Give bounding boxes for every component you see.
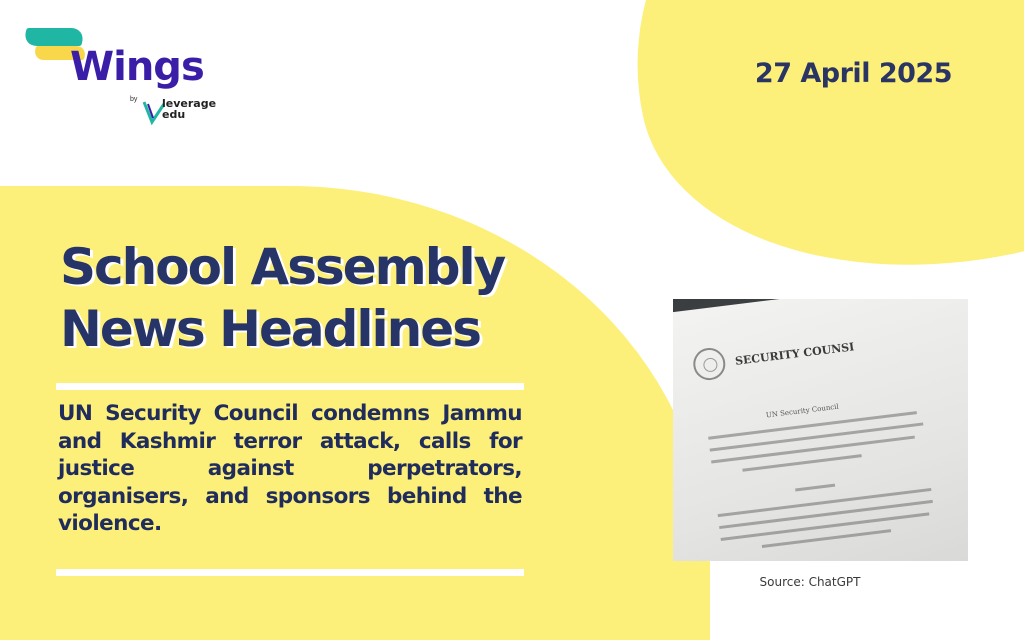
leverage-text: leverage	[162, 97, 217, 110]
un-emblem-icon	[691, 346, 727, 382]
logo-wordmark: Wings	[70, 44, 204, 90]
title-line-1: School Assembly	[60, 238, 505, 296]
logo-by-text: by	[130, 96, 138, 103]
page-title	[60, 236, 560, 360]
wings-logo	[24, 24, 217, 134]
document-paper	[673, 299, 968, 561]
document-heading: SECURITY COUNSI	[734, 340, 855, 368]
date-label: 27 April 2025	[754, 58, 952, 89]
document-text-line	[795, 484, 835, 492]
leverage-edu-wordmark	[162, 98, 216, 120]
image-caption: Source: ChatGPT	[759, 575, 861, 589]
news-headline-text: UN Security Council condemns Jammu and Kashmir terror attack, calls for justice against perpetrators, organisers, and sponsors behind the violence.	[58, 401, 522, 536]
edu-text: edu	[162, 108, 186, 121]
news-photo	[673, 299, 968, 561]
document-subheading: UN Security Council	[765, 402, 840, 420]
divider-top	[56, 383, 524, 390]
title-line-2: News Headlines	[60, 300, 480, 358]
divider-bottom	[56, 569, 524, 576]
top-right-yellow-shape	[589, 0, 1024, 323]
